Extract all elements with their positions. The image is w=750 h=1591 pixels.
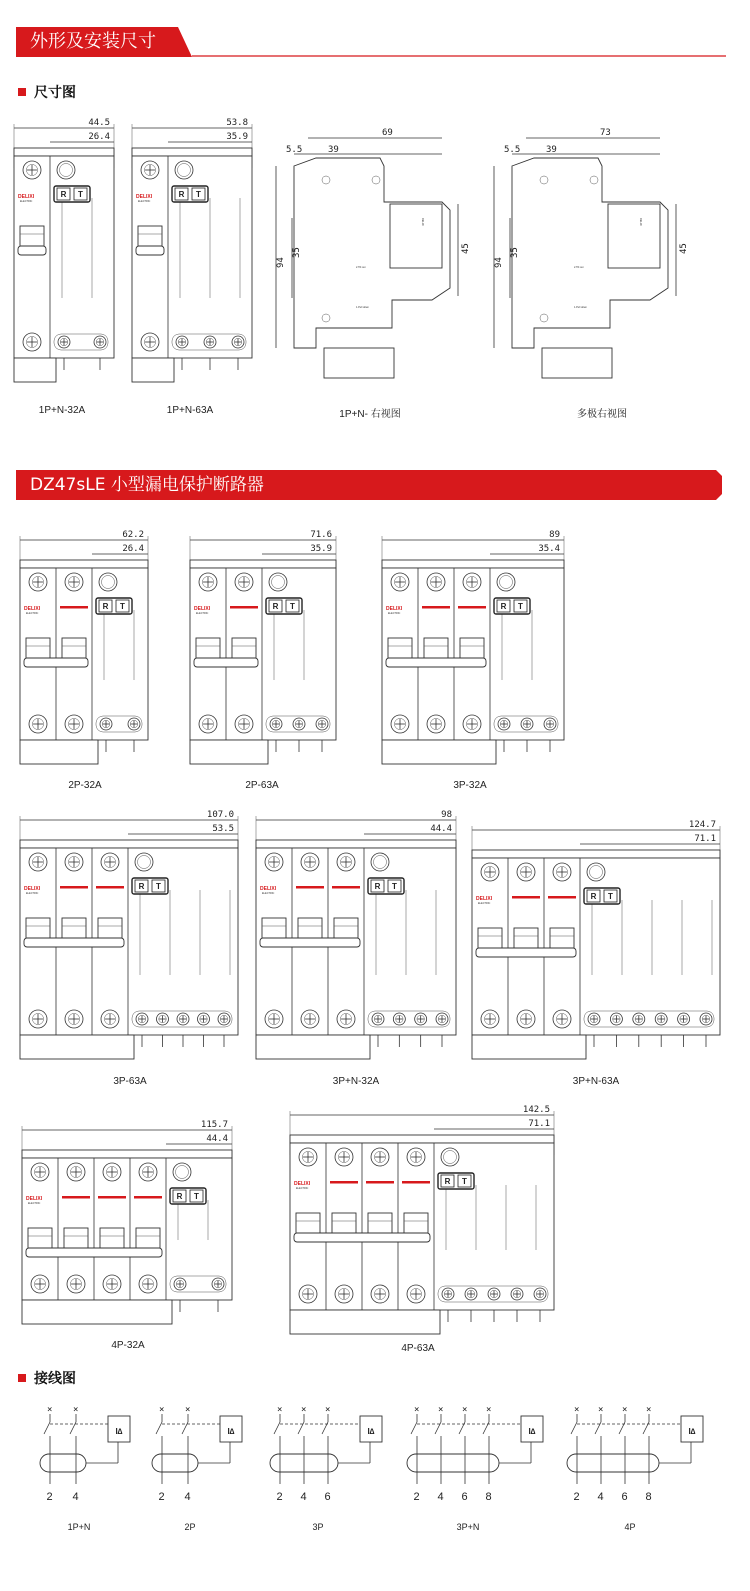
wiring-terminal-3-1: 4 [437,1491,444,1503]
top-rail [132,148,252,156]
din-foot [20,740,98,764]
side-dim-b-3: 39 [546,145,557,155]
prod-6-dim-total: 115.7 [200,1120,228,1130]
prod-0-btn-r: R [102,602,109,611]
size-1pn-63-btn-t: T [196,190,201,199]
toggle-lever [514,928,538,950]
prod-1-brand-sub: ELECTRIC [196,612,209,615]
prod-5-btn-r: R [590,892,597,901]
red-stripe [366,1181,394,1184]
prod-4-brand-sub: ELECTRIC [262,892,275,895]
wiring-terminal-4-0: 2 [573,1491,580,1503]
prod-2-btn-t: T [518,602,523,611]
handle-bar [294,1233,430,1242]
trip-relay-symbol-1: I∆ [227,1427,235,1436]
size-1pn-63-btn-r: R [178,190,185,199]
prod-6-btn-r: R [176,1192,183,1201]
prod-4-dim-part: 44.4 [430,824,452,834]
switch-contact-icon: × [185,1405,191,1415]
prod-5-dim-total: 124.7 [688,820,716,830]
top-rail [382,560,564,568]
side-dim-h1-3: 94 [494,257,504,268]
wiring-terminal-3-3: 8 [485,1491,492,1503]
prod-6-dim-part: 44.4 [206,1134,228,1144]
side-rcd-panel [390,204,442,268]
prod-1-figure [188,530,348,770]
prod-2-figure [380,530,580,770]
switch-contact-icon: × [73,1405,79,1415]
handle-bar [386,658,486,667]
caption-1pn-63a: 1P+N-63A [166,405,214,416]
red-stripe [402,1181,430,1184]
din-foot [132,358,174,382]
prod-0-brand-sub: ELECTRIC [26,612,39,615]
trip-relay-symbol-3: I∆ [528,1427,536,1436]
top-rail [20,840,238,848]
wiring-caption: 4P [624,1522,636,1532]
wiring-terminal-4-1: 4 [597,1491,604,1503]
size-1pn-63-dim-total: 53.8 [226,118,248,128]
switch-contact-icon: × [159,1405,165,1415]
red-stripe [60,886,88,889]
wiring-terminal-3-2: 6 [461,1491,468,1503]
din-foot [14,358,56,382]
side-dim-h2-3: 35 [510,247,520,258]
prod-5-brand-sub: ELECTRIC [478,902,491,905]
caption-4p-32a: 4P-32A [111,1340,145,1351]
breaker-body [22,1158,232,1300]
switch-contact-icon: × [47,1405,53,1415]
toggle-lever [262,918,286,940]
toggle-lever [26,638,50,660]
prod-7-btn-t: T [462,1177,467,1186]
prod-7-dim-part: 71.1 [528,1119,550,1129]
wiring-diagram-4P [565,1400,695,1515]
wiring-caption: 1P+N [67,1522,91,1532]
toggle-lever [20,226,44,248]
size-1pn-32-btn-r: R [60,190,67,199]
caption-1pn-32a: 1P+N-32A [38,405,86,416]
switch-contact-icon: × [414,1405,420,1415]
wiring-terminal-4-3: 8 [645,1491,652,1503]
prod-1-brand-logo: DELIXI [194,606,211,612]
side-note-tilt-2: 2.Tilt out [356,266,366,269]
switch-contact-icon: × [277,1405,283,1415]
prod-4-dim-total: 98 [441,810,452,820]
prod-0-btn-t: T [120,602,125,611]
prod-3-dim-part: 53.5 [212,824,234,834]
top-rail [472,850,720,858]
toggle-lever [424,638,448,660]
wiring-terminal-1-0: 2 [158,1491,165,1503]
switch-contact-icon: × [325,1405,331,1415]
side-note-pull-2: 1.Pull down [356,306,369,309]
prod-5-figure [470,820,725,1065]
prod-3-btn-r: R [138,882,145,891]
size-1pn-63-brand-logo: DELIXI [136,194,153,200]
subheading-size-chart-label: 尺寸图 [34,85,76,101]
wiring-diagram-1PN [38,1400,133,1515]
top-rail [290,1135,554,1143]
handle-bar [194,658,258,667]
din-foot [256,1035,370,1059]
toggle-lever [550,928,574,950]
red-stripe [98,1196,126,1199]
caption-3p-63a: 3P-63A [113,1076,147,1087]
red-stripe [330,1181,358,1184]
side-dim-c-2: 69 [382,128,393,138]
section-title-dimensions: 外形及安装尺寸 [30,31,156,52]
prod-7-btn-r: R [444,1177,451,1186]
prod-5-dim-part: 71.1 [694,834,716,844]
toggle-lever [196,638,220,660]
section-title-product: DZ47sLE 小型漏电保护断路器 [30,475,264,495]
size-1pn-63-figure [130,118,260,388]
wiring-diagram-3P [268,1400,378,1515]
handle-bar [18,246,46,255]
side-note-pull-3: 1.Pull down [574,306,587,309]
wiring-terminal-4-2: 6 [621,1491,628,1503]
din-foot [290,1310,440,1334]
toggle-lever [136,1228,160,1250]
size-1pn-32-dim-total: 44.5 [88,118,110,128]
prod-3-brand-logo: DELIXI [24,886,41,892]
toggle-lever [62,638,86,660]
current-transformer [407,1454,499,1472]
top-rail [14,148,114,156]
prod-6-figure [20,1120,240,1330]
din-foot [472,1035,586,1059]
side-note-tilt-3: 2.Tilt out [574,266,584,269]
wiring-caption: 3P [312,1522,324,1532]
prod-2-btn-r: R [500,602,507,611]
section-banner-dimensions [16,27,726,57]
toggle-lever [64,1228,88,1250]
prod-3-figure [18,810,248,1065]
prod-0-dim-total: 62.2 [122,530,144,540]
red-stripe [548,896,576,899]
red-stripe [512,896,540,899]
side-vertical-label-3: DELIXI [639,218,642,226]
switch-contact-icon: × [646,1405,652,1415]
handle-bar [260,938,360,947]
din-foot [22,1300,172,1324]
side-rcd-panel [608,204,660,268]
wiring-diagram-2P [150,1400,235,1515]
top-rail [256,840,456,848]
trip-relay-symbol-4: I∆ [688,1427,696,1436]
caption-1pn-side: 1P+N- 右视图 [339,409,401,420]
caption-2p-63a: 2P-63A [245,780,279,791]
size-1pn-32-btn-t: T [78,190,83,199]
prod-5-btn-t: T [608,892,613,901]
switch-contact-icon: × [438,1405,444,1415]
toggle-lever [478,928,502,950]
red-stripe [60,606,88,609]
prod-1-dim-total: 71.6 [310,530,332,540]
toggle-lever [28,1228,52,1250]
caption-3pn-63a: 3P+N-63A [572,1076,620,1087]
wiring-terminal-1-1: 4 [184,1491,191,1503]
prod-3-brand-sub: ELECTRIC [26,892,39,895]
toggle-lever [62,918,86,940]
current-transformer [40,1454,86,1472]
prod-7-figure [288,1105,558,1340]
wiring-terminal-3-0: 2 [413,1491,420,1503]
prod-7-brand-logo: DELIXI [294,1181,311,1187]
side-dim-a-2: 5.5 [286,145,303,155]
prod-7-brand-sub: ELECTRIC [296,1187,309,1190]
prod-1-dim-part: 35.9 [310,544,332,554]
red-stripe [230,606,258,609]
prod-2-dim-total: 89 [549,530,560,540]
top-rail [22,1150,232,1158]
toggle-lever [232,638,256,660]
handle-bar [136,246,164,255]
prod-5-brand-logo: DELIXI [476,896,493,902]
size-1pn-32-dim-part: 26.4 [88,132,110,142]
red-stripe [62,1196,90,1199]
toggle-lever [98,918,122,940]
wiring-caption: 2P [184,1522,196,1532]
side-view-3 [490,118,720,388]
handle-bar [26,1248,162,1257]
wiring-diagram-3PN [405,1400,535,1515]
side-dim-h3-3: 45 [679,243,689,254]
prod-3-dim-total: 107.0 [206,810,234,820]
toggle-lever [26,918,50,940]
red-stripe [422,606,450,609]
prod-6-brand-sub: ELECTRIC [28,1202,41,1205]
red-stripe [96,886,124,889]
prod-1-btn-r: R [272,602,279,611]
prod-7-dim-total: 142.5 [522,1105,550,1115]
switch-contact-icon: × [574,1405,580,1415]
side-foot [542,348,612,378]
red-stripe [296,886,324,889]
prod-4-figure [254,810,464,1065]
prod-3-btn-t: T [156,882,161,891]
prod-6-btn-t: T [194,1192,199,1201]
wiring-terminal-2-1: 4 [300,1491,307,1503]
trip-relay-symbol-2: I∆ [367,1427,375,1436]
prod-1-btn-t: T [290,602,295,611]
toggle-lever [100,1228,124,1250]
din-foot [190,740,268,764]
handle-bar [476,948,576,957]
current-transformer [270,1454,338,1472]
size-1pn-32-brand-logo: DELIXI [18,194,35,200]
prod-4-btn-t: T [392,882,397,891]
prod-2-brand-logo: DELIXI [386,606,403,612]
prod-0-brand-logo: DELIXI [24,606,41,612]
square-bullet-icon [18,88,26,96]
wiring-caption: 3P+N [456,1522,480,1532]
caption-multipole-side: 多极右视图 [577,409,627,420]
section-banner-product [16,470,722,500]
caption-3pn-32a: 3P+N-32A [332,1076,380,1087]
wiring-terminal-2-0: 2 [276,1491,283,1503]
toggle-lever [332,1213,356,1235]
toggle-lever [298,918,322,940]
toggle-lever [334,918,358,940]
subheading-size-chart [18,82,76,102]
handle-bar [24,658,88,667]
prod-2-brand-sub: ELECTRIC [388,612,401,615]
wiring-terminal-2-2: 6 [324,1491,331,1503]
switch-contact-icon: × [622,1405,628,1415]
side-dim-h1-2: 94 [276,257,286,268]
red-stripe [458,606,486,609]
side-dim-c-3: 73 [600,128,611,138]
size-1pn-63-brand-sub: ELECTRIC [138,200,151,203]
prod-0-dim-part: 26.4 [122,544,144,554]
switch-contact-icon: × [598,1405,604,1415]
caption-2p-32a: 2P-32A [68,780,102,791]
side-dim-b-2: 39 [328,145,339,155]
side-dim-a-3: 5.5 [504,145,521,155]
side-dim-h3-2: 45 [461,243,471,254]
subheading-wiring [18,1368,76,1388]
red-stripe [332,886,360,889]
size-1pn-63-dim-part: 35.9 [226,132,248,142]
switch-contact-icon: × [486,1405,492,1415]
square-bullet-icon [18,1374,26,1382]
prod-6-brand-logo: DELIXI [26,1196,43,1202]
prod-2-dim-part: 35.4 [538,544,560,554]
handle-bar [24,938,124,947]
prod-0-figure [18,530,168,770]
size-1pn-32-figure [12,118,122,388]
din-foot [382,740,496,764]
toggle-lever [388,638,412,660]
wiring-terminal-0-0: 2 [46,1491,53,1503]
caption-4p-63a: 4P-63A [401,1343,435,1354]
toggle-lever [296,1213,320,1235]
side-vertical-label-2: DELIXI [421,218,424,226]
side-foot [324,348,394,378]
prod-4-btn-r: R [374,882,381,891]
breaker-body [472,858,720,1035]
subheading-wiring-label: 接线图 [34,1371,76,1387]
red-stripe [134,1196,162,1199]
caption-3p-32a: 3P-32A [453,780,487,791]
top-rail [20,560,148,568]
switch-contact-icon: × [462,1405,468,1415]
current-transformer [567,1454,659,1472]
trip-relay-symbol-0: I∆ [115,1427,123,1436]
side-dim-h2-2: 35 [292,247,302,258]
toggle-lever [138,226,162,248]
toggle-lever [460,638,484,660]
switch-contact-icon: × [301,1405,307,1415]
current-transformer [152,1454,198,1472]
din-foot [20,1035,134,1059]
side-view-2 [272,118,502,388]
prod-4-brand-logo: DELIXI [260,886,277,892]
toggle-lever [368,1213,392,1235]
size-1pn-32-brand-sub: ELECTRIC [20,200,33,203]
wiring-terminal-0-1: 4 [72,1491,79,1503]
toggle-lever [404,1213,428,1235]
top-rail [190,560,336,568]
